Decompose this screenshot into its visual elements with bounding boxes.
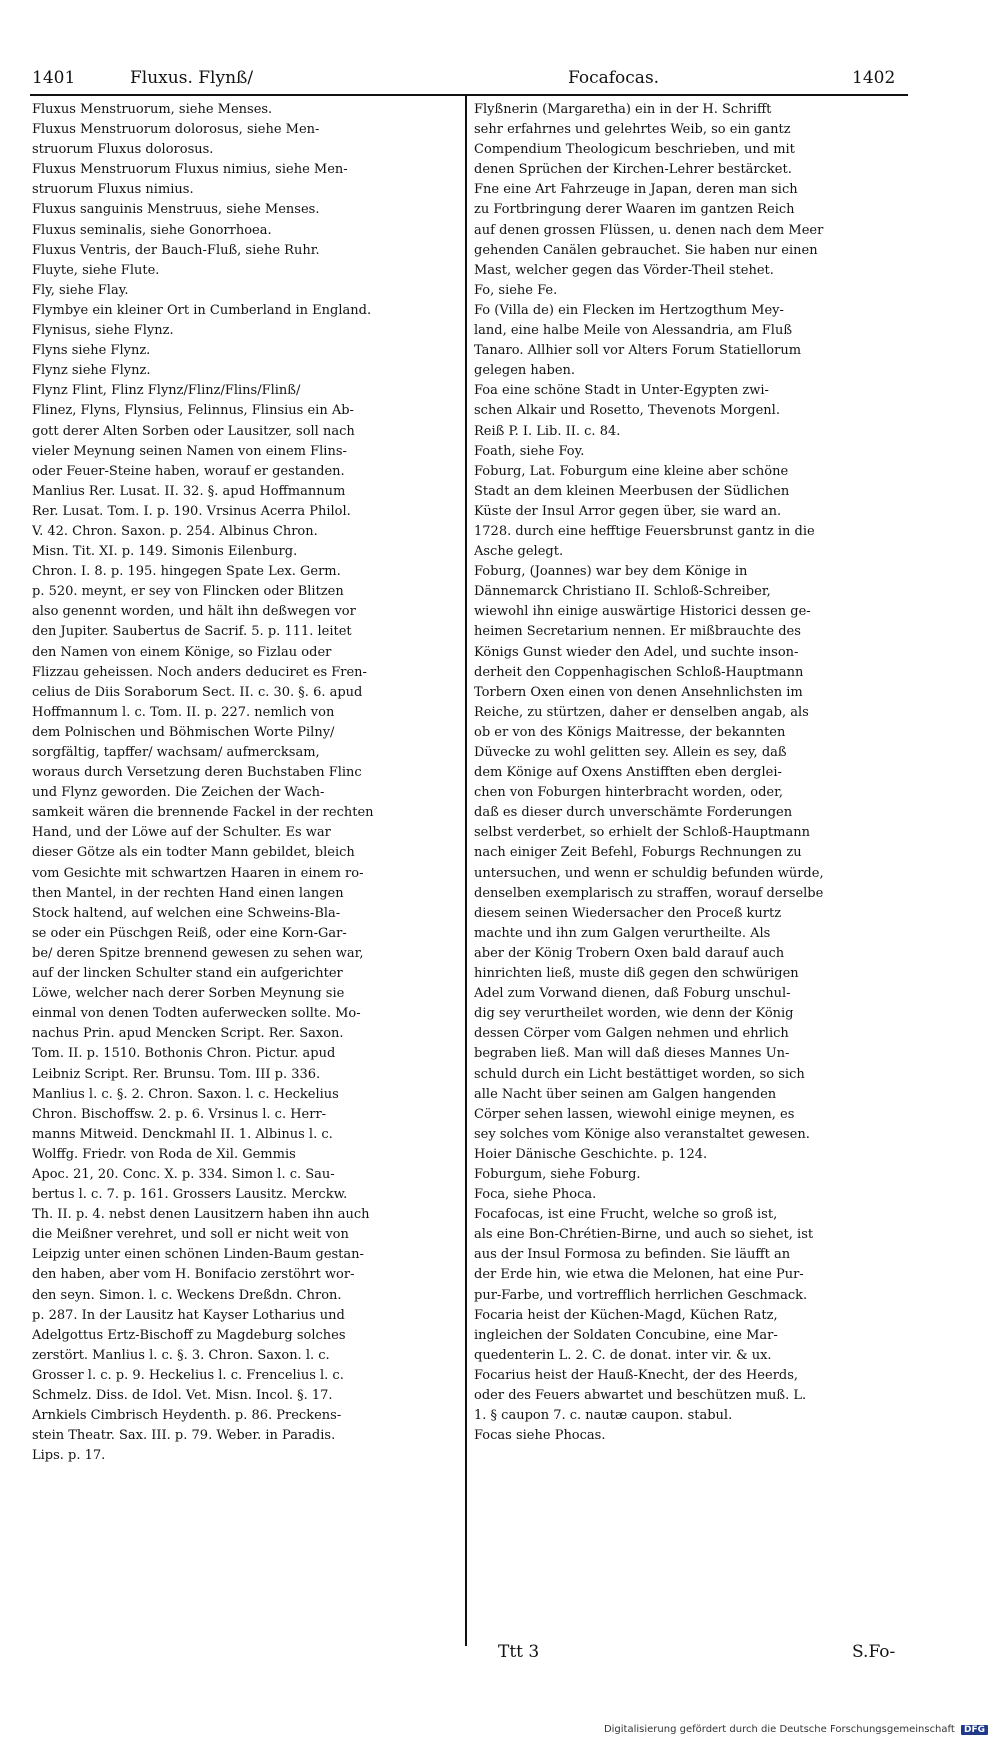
text-line: Dännemarck Christiano II. Schloß-Schreiber, [474, 584, 771, 600]
text-line: Fluxus Menstruorum dolorosus, siehe Men- [32, 122, 320, 138]
text-line: sorgfältig, tapffer/ wachsam/ aufmercksam, [32, 745, 320, 760]
text-line: Adelgottus Ertz-Bischoff zu Magdeburg solches [32, 1327, 346, 1343]
text-line: Leipzig unter einen schönen Linden-Baum gestan- [32, 1247, 364, 1263]
text-line: oder des Feuers abwartet und beschützen muß. L. [474, 1388, 807, 1403]
text-line: Küste der Insul Arror gegen über, sie ward an. [474, 503, 782, 519]
text-line: derheit den Coppenhagischen Schloß-Hauptmann [474, 664, 804, 680]
text-line: 1728. durch eine hefftige Feuersbrunst gantz in die [474, 523, 815, 539]
text-line: Misn. Tit. XI. p. 149. Simonis Eilenburg. [32, 544, 298, 560]
text-line: Foburg, Lat. Foburgum eine kleine aber schöne [474, 463, 789, 479]
text-line: auf der lincken Schulter stand ein aufgerichter [32, 966, 343, 982]
text-line: selbst verderbet, so erhielt der Schloß-Hauptmann [474, 825, 810, 841]
text-line: gelegen haben. [474, 363, 576, 379]
text-line: Lips. p. 17. [32, 1448, 106, 1464]
text-line: Reiß P. I. Lib. II. c. 84. [474, 423, 621, 439]
text-line: Düvecke zu wohl gelitten sey. Allein es sey, daß [474, 745, 787, 760]
text-line: Cörper sehen lassen, wiewohl einige meynen, es [474, 1106, 795, 1122]
text-line: Fo (Villa de) ein Flecken im Hertzogthum Mey- [474, 302, 784, 318]
text-line: zu Fortbringung derer Waaren im gantzen Reich [474, 202, 795, 218]
text-line: dig sey verurtheilet worden, wie denn der König [474, 1006, 794, 1022]
text-line: stein Theatr. Sax. III. p. 79. Weber. in Paradis. [32, 1428, 336, 1444]
text-line: Stock haltend, auf welchen eine Schweins-Bla- [32, 905, 341, 921]
digitization-credit [604, 1724, 988, 1735]
text-line: sey solches vom Könige also veranstaltet gewesen. [474, 1126, 810, 1142]
credit-text: Digitalisierung gefördert durch die Deutsche Forschungsgemeinschaft [603, 1724, 955, 1735]
text-line: pur-Farbe, und vortrefflich herrlichen Geschmack. [474, 1287, 808, 1303]
text-line: Leibniz Script. Rer. Brunsu. Tom. III p. 336. [32, 1066, 321, 1082]
text-line: Fluxus Ventris, der Bauch-Fluß, siehe Ruhr. [32, 242, 320, 258]
text-line: Flynz Flint, Flinz Flynz/Flinz/Flins/Flinß/ [32, 383, 301, 399]
text-line: celius de Diis Soraborum Sect. II. c. 30. §. 6. apud [32, 684, 363, 700]
text-line: zerstört. Manlius l. c. §. 3. Chron. Saxon. l. c. [32, 1347, 330, 1363]
text-line: und Flynz geworden. Die Zeichen der Wach- [32, 785, 325, 801]
text-line: dem Könige auf Oxens Anstifften eben derglei- [474, 765, 782, 781]
text-line: Apoc. 21, 20. Conc. X. p. 334. Simon l. c. Sau- [32, 1166, 335, 1182]
text-line: Foburgum, siehe Foburg. [474, 1166, 641, 1182]
text-line: Wolffg. Friedr. von Roda de Xil. Gemmis [32, 1146, 296, 1162]
text-line: V. 42. Chron. Saxon. p. 254. Albinus Chron. [32, 523, 318, 539]
text-line: Flymbye ein kleiner Ort in Cumberland in England. [32, 302, 372, 318]
left-running-title: Fluxus. Flynß/ [130, 68, 254, 88]
left-page-number: 1401 [32, 68, 76, 88]
text-line: 1. § caupon 7. c. nautæ caupon. stabul. [474, 1408, 733, 1424]
text-line: Fluxus seminalis, siehe Gonorrhoea. [32, 222, 272, 238]
text-line: gott derer Alten Sorben oder Lausitzer, soll nach [32, 423, 355, 439]
text-line: machte und ihn zum Galgen verurtheilte. Als [474, 925, 771, 941]
text-line: se oder ein Püschgen Reiß, oder eine Korn-Gar- [32, 925, 347, 941]
text-line: Hoier Dänische Geschichte. p. 124. [474, 1146, 708, 1162]
text-line: Reiche, zu stürtzen, daher er denselben angab, als [474, 704, 809, 720]
text-line: Grosser l. c. p. 9. Heckelius l. c. Frencelius l. c. [32, 1367, 344, 1383]
text-line: hinrichten ließ, muste diß gegen den schwürigen [474, 966, 799, 982]
text-line: Adel zum Vorwand dienen, daß Foburg unschul- [474, 986, 791, 1002]
text-line: Focaria heist der Küchen-Magd, Küchen Ratz, [474, 1307, 778, 1323]
text-line: Manlius Rer. Lusat. II. 32. §. apud Hoffmannum [32, 483, 346, 499]
text-line: struorum Fluxus nimius. [32, 182, 194, 198]
text-line: Flizzau geheissen. Noch anders deduciret es Fren- [32, 664, 367, 680]
column-divider [465, 96, 467, 1646]
text-line: Hoffmannum l. c. Tom. II. p. 227. nemlich von [32, 704, 335, 720]
text-line: then Mantel, in der rechten Hand einen langen [32, 885, 344, 901]
text-line: Flyns siehe Flynz. [32, 343, 151, 359]
text-line: Flynz siehe Flynz. [32, 363, 151, 379]
text-line: dieser Götze als ein todter Mann gebildet, bleich [32, 845, 355, 861]
text-line: Asche gelegt. [474, 544, 564, 560]
text-line: Fluyte, siehe Flute. [32, 262, 160, 278]
text-line: quedenterin L. 2. C. de donat. inter vir. & ux. [474, 1347, 772, 1363]
right-running-title: Focafocas. [568, 68, 660, 88]
text-line: oder Feuer-Steine haben, worauf er gestanden. [32, 463, 345, 479]
text-line: manns Mitweid. Denckmahl II. 1. Albinus l. c. [32, 1126, 333, 1142]
text-line: Fly, siehe Flay. [32, 282, 129, 298]
text-line: also genennt worden, und hält ihn deßwegen vor [32, 604, 356, 620]
text-line: Foa eine schöne Stadt in Unter-Egypten zwi- [474, 383, 769, 399]
text-line: den haben, aber vom H. Bonifacio zerstöhrt wor- [32, 1267, 355, 1283]
text-line: Mast, welcher gegen das Vörder-Theil stehet. [474, 262, 774, 278]
text-line: land, eine halbe Meile von Alessandria, am Fluß [474, 323, 793, 339]
text-line: Rer. Lusat. Tom. I. p. 190. Vrsinus Acerra Philol. [32, 503, 351, 519]
text-line: Foca, siehe Phoca. [474, 1187, 597, 1203]
text-line: be/ deren Spitze brennend gewesen zu sehen war, [32, 945, 364, 961]
text-line: Hand, und der Löwe auf der Schulter. Es war [32, 825, 331, 841]
text-line: Löwe, welcher nach derer Sorben Meynung sie [32, 986, 345, 1002]
text-line: auf denen grossen Flüssen, u. denen nach dem Meer [474, 222, 824, 238]
left-text-column [32, 100, 460, 1466]
text-line: Fo, siehe Fe. [474, 282, 558, 298]
text-line: Flyßnerin (Margaretha) ein in der H. Schrifft [474, 102, 772, 117]
text-line: sehr erfahrnes und gelehrtes Weib, so ein gantz [474, 122, 791, 138]
text-line: als eine Bon-Chrétien-Birne, und auch so siehet, ist [474, 1227, 814, 1243]
text-line: denselben exemplarisch zu straffen, worauf derselbe [474, 885, 824, 901]
text-line: Foburg, (Joannes) war bey dem Könige in [474, 564, 748, 580]
text-line: der Erde hin, wie etwa die Melonen, hat eine Pur- [474, 1267, 804, 1283]
text-line: Tom. II. p. 1510. Bothonis Chron. Pictur. apud [32, 1046, 336, 1062]
text-line: dessen Cörper vom Galgen nehmen und ehrlich [474, 1026, 789, 1042]
text-line: die Meißner verehret, und soll er nicht weit von [32, 1227, 349, 1243]
text-line: nach einiger Zeit Befehl, Foburgs Rechnungen zu [474, 845, 802, 861]
text-line: Flynisus, siehe Flynz. [32, 323, 174, 339]
text-line: Flinez, Flyns, Flynsius, Felinnus, Flinsius ein Ab- [32, 403, 354, 419]
text-line: p. 287. In der Lausitz hat Kayser Lotharius und [32, 1307, 345, 1323]
text-line: Focarius heist der Hauß-Knecht, der des Heerds, [474, 1367, 799, 1383]
text-line: aber der König Trobern Oxen bald darauf auch [474, 945, 785, 961]
text-line: Foath, siehe Foy. [474, 443, 585, 459]
text-line: Chron. I. 8. p. 195. hingegen Spate Lex. Germ. [32, 564, 341, 580]
header-rule [30, 94, 908, 96]
text-line: Fluxus sanguinis Menstruus, siehe Menses. [32, 202, 320, 218]
text-line: Chron. Bischoffsw. 2. p. 6. Vrsinus l. c. Herr- [32, 1106, 327, 1122]
text-line: Königs Gunst wieder den Adel, und suchte inson- [474, 644, 799, 660]
text-line: diesem seinen Wiedersacher den Proceß kurtz [474, 905, 782, 921]
text-line: untersuchen, und wenn er schuldig befunden würde, [474, 865, 824, 881]
text-line: ingleichen der Soldaten Concubine, eine Mar- [474, 1327, 778, 1343]
text-line: ob er von des Königs Maitresse, der bekannten [474, 724, 786, 740]
dfg-logo: DFG [961, 1725, 988, 1735]
text-line: Arnkiels Cimbrisch Heydenth. p. 86. Preckens- [32, 1408, 342, 1424]
text-line: vom Gesichte mit schwartzen Haaren in einem ro- [32, 865, 364, 881]
text-line: schuld durch ein Licht bestättiget worden, so sich [474, 1066, 805, 1082]
text-line: Fne eine Art Fahrzeuge in Japan, deren man sich [474, 182, 798, 198]
text-line: struorum Fluxus dolorosus. [32, 142, 214, 158]
text-line: wiewohl ihn einige auswärtige Historici dessen ge- [474, 604, 811, 620]
text-line: woraus durch Versetzung deren Buchstaben Flinc [32, 765, 362, 781]
text-line: heimen Secretarium nennen. Er mißbrauchte des [474, 624, 801, 640]
text-line: Th. II. p. 4. nebst denen Lausitzern haben ihn auch [32, 1207, 370, 1223]
text-line: nachus Prin. apud Mencken Script. Rer. Saxon. [32, 1026, 344, 1042]
text-line: den Namen von einem Könige, so Fizlau oder [32, 644, 332, 660]
text-line: aus der Insul Formosa zu befinden. Sie läufft an [474, 1247, 791, 1263]
text-line: dem Polnischen und Böhmischen Worte Pilny/ [32, 724, 335, 740]
text-line: Compendium Theologicum beschrieben, und mit [474, 142, 795, 158]
text-line: Focas siehe Phocas. [474, 1428, 606, 1444]
text-line: Schmelz. Diss. de Idol. Vet. Misn. Incol. §. 17. [32, 1388, 333, 1403]
text-line: Stadt an dem kleinen Meerbusen der Südlichen [474, 483, 790, 499]
catchword: S.Fo- [852, 1642, 896, 1662]
right-page-number: 1402 [852, 68, 896, 88]
text-line: Fluxus Menstruorum Fluxus nimius, siehe Men- [32, 162, 348, 178]
text-line: Torbern Oxen einen von denen Ansehnlichsten im [474, 684, 803, 700]
text-line: Tanaro. Allhier soll vor Alters Forum Statiellorum [474, 343, 802, 359]
text-line: Focafocas, ist eine Frucht, welche so groß ist, [474, 1207, 778, 1223]
text-line: daß es dieser durch unverschämte Forderungen [474, 805, 793, 821]
text-line: Fluxus Menstruorum, siehe Menses. [32, 102, 273, 117]
text-line: einmal von denen Todten auferwecken sollte. Mo- [32, 1006, 361, 1022]
text-line: schen Alkair und Rosetto, Thevenots Morgenl. [474, 403, 780, 419]
text-line: p. 520. meynt, er sey von Flincken oder Blitzen [32, 584, 344, 600]
text-line: begraben ließ. Man will daß dieses Mannes Un- [474, 1046, 790, 1062]
right-text-column [474, 100, 910, 1446]
text-line: samkeit wären die brennende Fackel in der rechten [32, 805, 374, 821]
text-line: denen Sprüchen der Kirchen-Lehrer bestärcket. [474, 162, 792, 178]
text-line: den Jupiter. Saubertus de Sacrif. 5. p. 111. leitet [32, 624, 352, 640]
text-line: Manlius l. c. §. 2. Chron. Saxon. l. c. Heckelius [32, 1086, 339, 1102]
text-line: vieler Meynung seinen Namen von einem Flins- [32, 443, 347, 459]
signature-mark: Ttt 3 [498, 1642, 540, 1662]
text-line: den seyn. Simon. l. c. Weckens Dreßdn. Chron. [32, 1287, 342, 1303]
text-line: gehenden Canälen gebrauchet. Sie haben nur einen [474, 242, 818, 258]
text-line: chen von Foburgen hinterbracht worden, oder, [474, 785, 784, 801]
text-line: bertus l. c. 7. p. 161. Grossers Lausitz. Merckw. [32, 1187, 348, 1203]
text-line: alle Nacht über seinen am Galgen hangenden [474, 1086, 777, 1102]
